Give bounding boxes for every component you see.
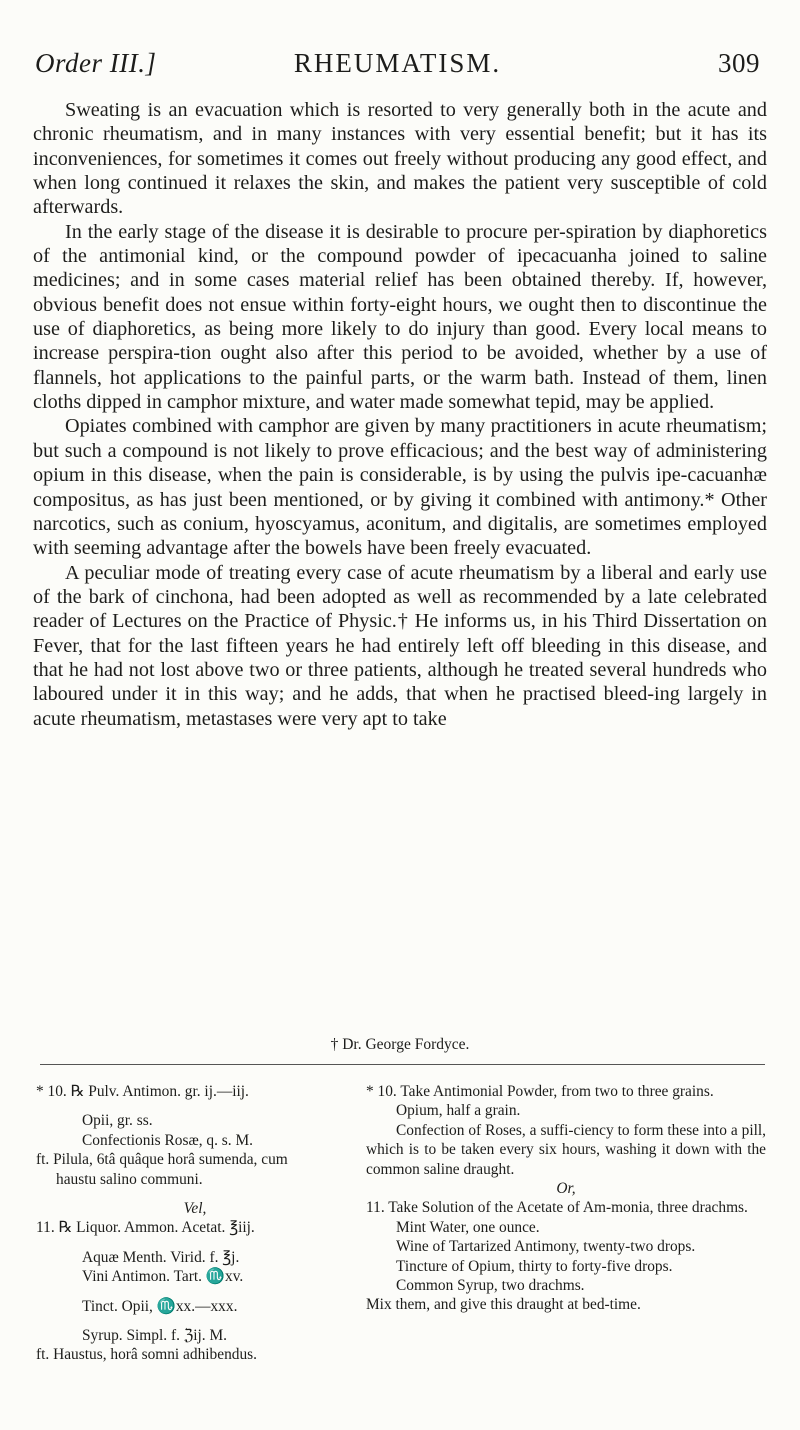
prescription-line: Opii, gr. ss. xyxy=(82,1112,153,1130)
paragraph-opiates: Opiates combined with camphor are given by many practitioners in acute rheumatism; but such a compound is not likely to prove efficacious; and the best way of administering opium in this disease, when the pain is considerable, is by using the pulvis ipe-cacuanhæ compositus, as has just been mentioned, or by giving it combined with antimony.* Other narcotics, such as conium, hyoscyamus, aconitum, and digitalis, are sometimes employed with seeming advantage after the bowels have been freely evacuated. xyxy=(33,415,767,560)
paragraph-early-stage: In the early stage of the disease it is desirable to procure per-spiration by diaphoretics of the antimonial kind, or the compound powder of ipecacuanha joined to saline medicines; and in some cases material relief has been obtained thereby. If, however, obvious benefit does not ensue within forty-eight hours, we ought then to discontinue the use of diaphoretics, as being more likely to do injury than good. Every local means to increase perspira-tion ought also after this period to be avoided, whether by a use of flannels, hot applications to the painful parts, or the warm bath. Instead of them, linen cloths dipped in camphor mixture, and water made somewhat tepid, may be applied. xyxy=(33,220,767,414)
running-head-title: RHEUMATISM. xyxy=(293,48,502,78)
prescription-line: Tinct. Opii, ♏xx.—xxx. xyxy=(82,1297,238,1315)
prescription-line: Vini Antimon. Tart. ♏xv. xyxy=(82,1268,244,1286)
prescription-line: Wine of Tartarized Antimony, twenty-two drops. xyxy=(396,1238,696,1256)
prescription-alternative: Vel, xyxy=(183,1200,207,1218)
footnote-divider xyxy=(40,1064,765,1065)
prescription-line: ft. Pilula, 6tâ quâque horâ sumenda, cum xyxy=(36,1151,288,1169)
prescription-line: haustu salino communi. xyxy=(56,1170,203,1188)
prescription-line: Common Syrup, two drachms. xyxy=(396,1277,585,1295)
prescription-line: ft. Haustus, horâ somni adhibendus. xyxy=(36,1346,257,1364)
prescription-line: Confection of Roses, a suffi-ciency to form these into a pill, which is to be taken every six hours, washing it down with the common saline draught. xyxy=(366,1121,766,1178)
prescription-line: * 10. ℞ Pulv. Antimon. gr. ij.—iij. xyxy=(36,1083,249,1100)
running-head-order: Order III.] xyxy=(35,48,157,78)
footnote-latin-prescriptions xyxy=(36,1082,354,1365)
page-header xyxy=(35,48,760,88)
footnote-fordyce: † Dr. George Fordyce. xyxy=(330,1036,470,1053)
prescription-alternative: Or, xyxy=(556,1180,576,1198)
paragraph-cinchona: A peculiar mode of treating every case of acute rheumatism by a liberal and early use of the bark of cinchona, had been adopted as well as recommended by a late celebrated reader of Lectures on the Practice of Physic.† He informs us, in his Third Dissertation on Fever, that for the last fifteen years he had entirely left off bleeding in this disease, and that he had not lost above two or three patients, although he treated several hundreds who laboured under it in this way; and he adds, that when he practised bleed-ing largely in acute rheumatism, metastases were very apt to take xyxy=(33,561,767,730)
body-text xyxy=(33,98,767,731)
footnote-english-prescriptions xyxy=(366,1082,766,1315)
prescription-line: Opium, half a grain. xyxy=(396,1102,521,1120)
prescription-line: 11. Take Solution of the Acetate of Am-monia, three drachms. xyxy=(366,1199,748,1217)
prescription-line: Mix them, and give this draught at bed-time. xyxy=(366,1296,641,1314)
paragraph-sweating: Sweating is an evacuation which is resorted to very generally both in the acute and chronic rheumatism, and in many instances with very essential benefit; but it has its inconveniences, for sometimes it comes out freely without producing any good effect, and when long continued it relaxes the skin, and makes the patient very susceptible of cold afterwards. xyxy=(33,99,767,219)
prescription-line: Confectionis Rosæ, q. s. M. xyxy=(82,1131,254,1149)
page-number: 309 xyxy=(718,48,760,78)
prescription-line: 11. ℞ Liquor. Ammon. Acetat. ℥iij. xyxy=(36,1219,255,1237)
prescription-line: Tincture of Opium, thirty to forty-five drops. xyxy=(396,1257,673,1275)
prescription-line: Aquæ Menth. Virid. f. ℥j. xyxy=(82,1248,240,1266)
prescription-line: Syrup. Simpl. f. ℨij. M. xyxy=(82,1327,228,1345)
prescription-line: * 10. Take Antimonial Powder, from two to three grains. xyxy=(366,1083,714,1100)
prescription-line: Mint Water, one ounce. xyxy=(396,1218,540,1236)
